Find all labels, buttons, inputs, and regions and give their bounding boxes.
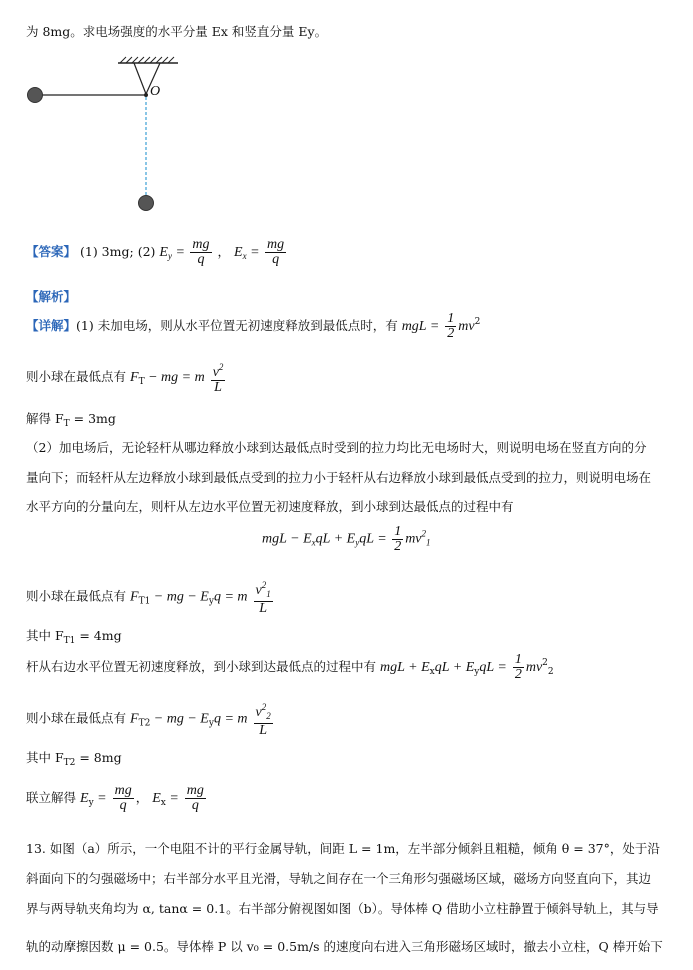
answer-sep: ， <box>217 244 231 259</box>
pivot-label: O <box>150 84 161 99</box>
q13-line-1: 13. 如图（a）所示，一个电阻不计的平行金属导轨，间距 L = 1m，左半部分倾斜且粗糙，倾角 θ = 37°，处于沿 <box>26 841 660 856</box>
detail-line1-frac: $\frac{1}{2}$ <box>447 311 455 341</box>
answer-line <box>26 238 288 267</box>
q13-line-4: 轨的动摩擦因数 μ = 0.5。导体棒 P 以 v₀ = 0.5m/s 的速度向右进入三角形磁场区域时，撤去小立柱，Q 棒开始下 <box>26 939 663 954</box>
q13-line-2: 斜面向下的匀强磁场中；右半部分水平且光滑，导轨之间存在一个三角形匀强磁场区域，磁场方向竖直向下，其边 <box>26 871 652 886</box>
analysis-tag: 【解析】 <box>26 289 77 304</box>
detail-line4-frac: $\frac{v^2_1}{L}$ <box>255 580 271 616</box>
detail-line9-frac-b: $\frac{mg}{q}$ <box>186 783 204 813</box>
detail-line9-frac-a: $\frac{mg}{q}$ <box>114 783 132 813</box>
detail-line-9: 联立解得 $E_y$ = $\frac{mg}{q}$ ， $E_x$ = $\frac{mg}{q}$ <box>26 783 204 813</box>
detail-line-1: 【详解】(1) 未加电场，则从水平位置无初速度释放到最低点时，有 mgL = $\frac{1}{2}$ $mv^2$ <box>26 311 481 341</box>
center-eq-frac: $\frac{1}{2}$ <box>394 524 402 554</box>
para2-line-3: 水平方向的分量向左，则杆从左边水平位置无初速度释放，到小球到达最低点的过程中有 <box>26 499 514 514</box>
support-left <box>134 63 146 94</box>
ceiling-hatch <box>120 57 174 63</box>
detail-line-7: 则小球在最低点有 $F_{T2}$ − mg − $E_yq = m$ $\frac{v^2_2}{L}$ <box>26 702 271 738</box>
answer-part1: (1) 3mg; <box>80 244 134 259</box>
detail-line7-frac: $\frac{v^2_2}{L}$ <box>255 702 271 738</box>
q13-line-3: 界与两导轨夹角均为 α, tanα = 0.1。右半部分俯视图如图（b）。导体棒 Q 借助小立柱静置于倾斜导轨上，其与导 <box>26 901 659 916</box>
answer-ey-frac: $\frac{mg}{q}$ <box>192 237 210 267</box>
detail-line-3: 解得 $F_T = 3mg$ <box>26 411 116 429</box>
para2-line-2: 量向下；而轻杆从左边释放小球到最低点受到的拉力小于轻杆从右边释放小球到最低点受到的拉力，则说明电场在 <box>26 470 652 485</box>
answer-tag: 【答案】 <box>26 244 77 259</box>
detail-line6-frac: $\frac{1}{2}$ <box>514 652 522 682</box>
answer-ey: $E_y$ = <box>159 245 189 261</box>
detail-line2-frac: $\frac{v^2}{L}$ <box>212 362 224 395</box>
pivot-point <box>144 93 148 97</box>
top-line: 为 8mg。求电场强度的水平分量 Ex 和竖直分量 Ey。 <box>26 24 328 39</box>
answer-ex-frac: $\frac{mg}{q}$ <box>267 237 285 267</box>
bottom-ball <box>139 196 154 211</box>
detail-line-5: 其中 $F_{T1} = 4mg$ <box>26 628 122 646</box>
rod-diagram <box>20 55 200 220</box>
detail-line-6: 杆从右边水平位置无初速度释放，到小球到达最低点的过程中有 mgL + $E_xqL + E_yqL$ = $\frac{1}{2}$ $mv^2_2$ <box>26 652 554 682</box>
detail-tag: 【详解】 <box>26 318 77 333</box>
para2-line-1: （2）加电场后，无论轻杆从哪边释放小球到达最低点时受到的拉力均比无电场时大，则说明电场在竖直方向的分 <box>26 440 647 455</box>
detail-line-4: 则小球在最低点有 $F_{T1}$ − mg − $E_yq = m$ $\frac{v^2_1}{L}$ <box>26 580 271 616</box>
detail-line-2: 则小球在最低点有 $F_T$ − mg = m $\frac{v^2}{L}$ <box>26 362 224 395</box>
left-ball <box>28 88 43 103</box>
detail-line-8: 其中 $F_{T2} = 8mg$ <box>26 750 122 768</box>
center-equation: mgL − $E_xqL + E_yqL$ = $\frac{1}{2}$ $mv^2_1$ <box>262 524 431 554</box>
answer-part2: (2) <box>137 244 156 259</box>
answer-ex: $E_x$ = <box>234 245 264 261</box>
